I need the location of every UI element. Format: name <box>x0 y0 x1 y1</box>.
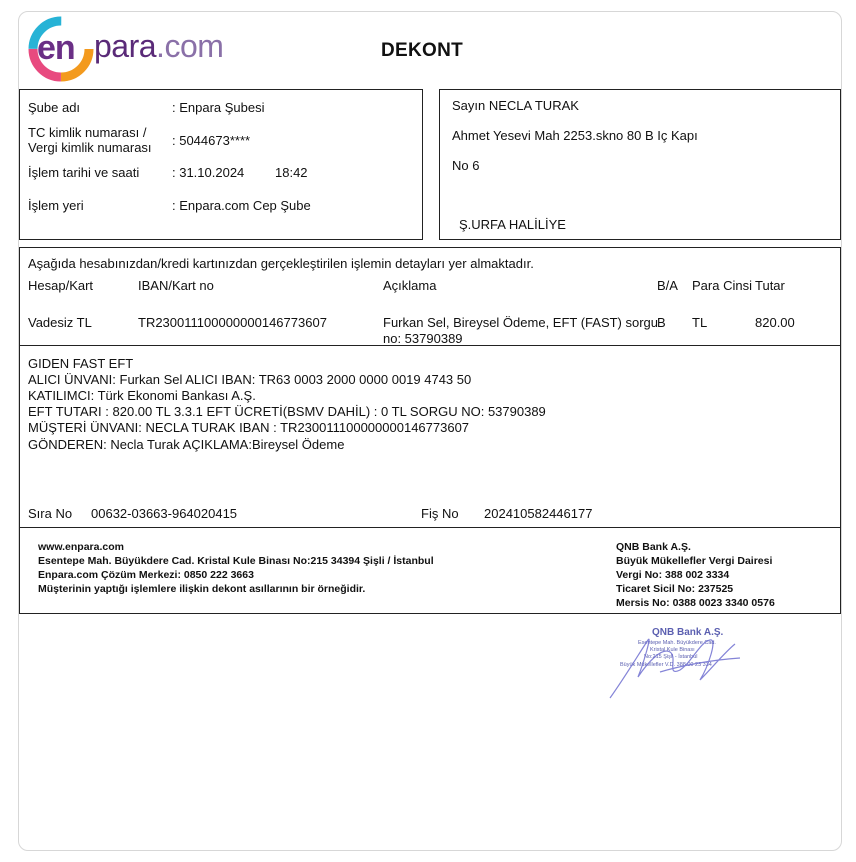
footer-note: Müşterinin yaptığı işlemlere ilişkin dekont asıllarının bir örneğidir. <box>38 583 366 595</box>
detail-line-3: KATILIMCI: Türk Ekonomi Bankası A.Ş. <box>28 388 256 403</box>
stamp-line-5: Büyük Mükellefler V.D. 388 00 23 334 <box>620 662 712 668</box>
transaction-intro: Aşağıda hesabınızdan/kredi kartınızdan gerçekleştirilen işlemin detayları yer almaktadır. <box>28 256 534 271</box>
date-label: İşlem tarihi ve saati <box>28 165 140 180</box>
id-label-2: Vergi kimlik numarası <box>28 140 152 155</box>
row-iban: TR230011100000000146773607 <box>138 315 327 330</box>
id-value: : 5044673**** <box>172 133 251 148</box>
footer-website: www.enpara.com <box>38 541 124 553</box>
footer-mersis: Mersis No: 0388 0023 3340 0576 <box>616 597 775 609</box>
logo-para: para <box>94 28 157 64</box>
stamp-line-4: No:215 Şişli - İstanbul <box>644 654 698 660</box>
detail-line-2: ALICI ÜNVANI: Furkan Sel ALICI IBAN: TR63 0003 2000 0000 0019 4743 50 <box>28 372 472 387</box>
date-value: : 31.10.2024 <box>172 165 245 180</box>
branch-label: Şube adı <box>28 100 81 115</box>
fis-value: 202410582446177 <box>484 506 593 521</box>
detail-line-4: EFT TUTARI : 820.00 TL 3.3.1 EFT ÜCRETİ(BSMV DAHİL) : 0 TL SORGU NO: 53790389 <box>28 404 546 419</box>
row-currency: TL <box>692 315 708 330</box>
sira-value: 00632-03663-964020415 <box>91 506 238 521</box>
row-description-2: no: 53790389 <box>383 331 463 346</box>
row-amount: 820.00 <box>755 315 795 330</box>
footer-tax-no: Vergi No: 388 002 3334 <box>616 569 730 581</box>
id-label-1: TC kimlik numarası / <box>28 125 147 140</box>
sira-label: Sıra No <box>28 506 73 521</box>
place-label: İşlem yeri <box>28 198 84 213</box>
header-amount: Tutar <box>755 278 785 293</box>
enpara-logo <box>28 16 228 82</box>
recipient-address-2: No 6 <box>452 158 480 173</box>
footer-trade-reg: Ticaret Sicil No: 237525 <box>616 583 734 595</box>
logo-en-text: en <box>37 29 75 67</box>
footer-bank-name: QNB Bank A.Ş. <box>616 541 691 553</box>
recipient-city: Ş.URFA HALİLİYE <box>459 217 566 232</box>
footer-support: Enpara.com Çözüm Merkezi: 0850 222 3663 <box>38 569 254 581</box>
time-value: 18:42 <box>275 165 308 180</box>
recipient-address-1: Ahmet Yesevi Mah 2253.skno 80 B Iç Kapı <box>452 128 698 143</box>
logo-com: .com <box>156 28 224 64</box>
header-iban: IBAN/Kart no <box>138 278 214 293</box>
header-currency: Para Cinsi <box>692 278 752 293</box>
branch-value: : Enpara Şubesi <box>172 100 265 115</box>
logo-para-text <box>94 28 223 65</box>
stamp-icon <box>600 622 750 702</box>
stamp-line-1: QNB Bank A.Ş. <box>652 627 724 638</box>
footer-left <box>38 540 434 596</box>
stamp-line-2: Esentepe Mah. Büyükdere Cad. <box>638 640 716 646</box>
header-account: Hesap/Kart <box>28 278 94 293</box>
stamp-line-3: Kristal Kule Binası <box>650 647 695 653</box>
footer-tax-office: Büyük Mükellefler Vergi Dairesi <box>616 555 773 567</box>
recipient-name: Sayın NECLA TURAK <box>452 98 579 113</box>
divider-2 <box>19 527 841 528</box>
footer-address: Esentepe Mah. Büyükdere Cad. Kristal Kule Binası No:215 34394 Şişli / İstanbul <box>38 555 434 567</box>
header-ba: B/A <box>657 278 678 293</box>
row-description-1: Furkan Sel, Bireysel Ödeme, EFT (FAST) sorgu <box>383 315 659 330</box>
row-account: Vadesiz TL <box>28 315 92 330</box>
row-ba: B <box>657 315 666 330</box>
detail-line-6: GÖNDEREN: Necla Turak AÇIKLAMA:Bireysel Ödeme <box>28 437 345 452</box>
footer-right <box>616 540 775 610</box>
detail-line-1: GIDEN FAST EFT <box>28 356 134 371</box>
detail-line-5: MÜŞTERİ ÜNVANI: NECLA TURAK IBAN : TR230011100000000146773607 <box>28 420 470 435</box>
document-title: DEKONT <box>381 40 464 61</box>
fis-label: Fiş No <box>421 506 459 521</box>
place-value: : Enpara.com Cep Şube <box>172 198 311 213</box>
header-description: Açıklama <box>383 278 437 293</box>
bank-stamp <box>600 622 750 702</box>
